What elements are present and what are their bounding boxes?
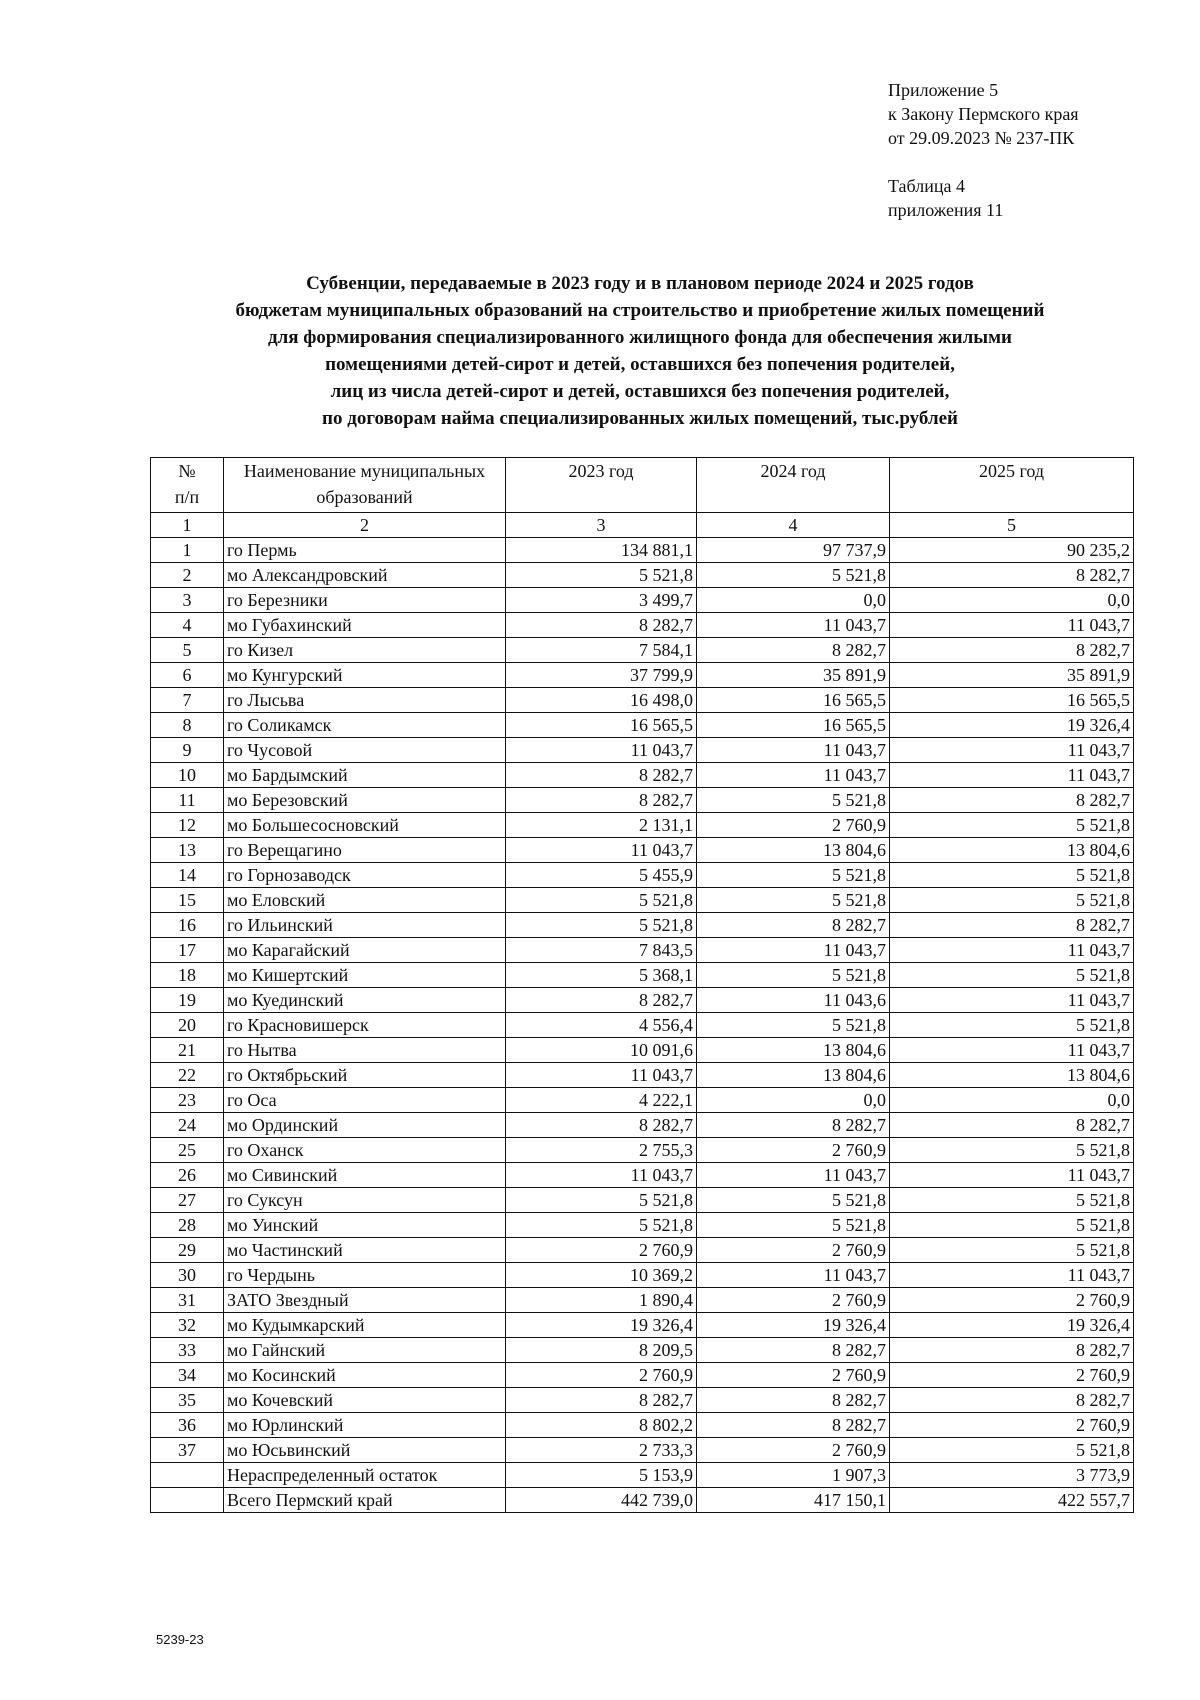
- municipality-name: мо Кунгурский: [224, 663, 506, 688]
- value-2024: 13 804,6: [697, 838, 890, 863]
- row-number: 8: [151, 713, 224, 738]
- column-number: 4: [697, 513, 890, 538]
- row-number: 34: [151, 1363, 224, 1388]
- value-2023: 8 282,7: [506, 1113, 697, 1138]
- value-2025: 2 760,9: [890, 1363, 1134, 1388]
- value-2025: 5 521,8: [890, 1238, 1134, 1263]
- value-2023: 5 455,9: [506, 863, 697, 888]
- value-2025: 19 326,4: [890, 1313, 1134, 1338]
- row-number: 31: [151, 1288, 224, 1313]
- title-line: по договорам найма специализированных жилых помещений, тыс.рублей: [322, 408, 958, 429]
- value-2023: 442 739,0: [506, 1488, 697, 1513]
- value-2024: 11 043,7: [697, 1263, 890, 1288]
- table-row: [151, 538, 1134, 563]
- value-2024: 5 521,8: [697, 963, 890, 988]
- value-2024: 8 282,7: [697, 1113, 890, 1138]
- municipality-name: го Чердынь: [224, 1263, 506, 1288]
- table-header-row: [151, 458, 1134, 513]
- row-number: 6: [151, 663, 224, 688]
- municipality-name: мо Карагайский: [224, 938, 506, 963]
- column-number: 3: [506, 513, 697, 538]
- column-number: 2: [224, 513, 506, 538]
- row-number: 9: [151, 738, 224, 763]
- table-reference-line: приложения 11: [888, 200, 1004, 220]
- row-number: 21: [151, 1038, 224, 1063]
- value-2025: 90 235,2: [890, 538, 1134, 563]
- value-2023: 37 799,9: [506, 663, 697, 688]
- row-number: 2: [151, 563, 224, 588]
- table-row: [151, 1188, 1134, 1213]
- municipality-name: мо Частинский: [224, 1238, 506, 1263]
- municipality-name: мо Уинский: [224, 1213, 506, 1238]
- value-2025: 5 521,8: [890, 813, 1134, 838]
- value-2025: 8 282,7: [890, 1338, 1134, 1363]
- value-2024: 2 760,9: [697, 813, 890, 838]
- value-2023: 16 565,5: [506, 713, 697, 738]
- value-2024: 11 043,7: [697, 763, 890, 788]
- value-2023: 7 843,5: [506, 938, 697, 963]
- value-2023: 5 368,1: [506, 963, 697, 988]
- value-2025: 5 521,8: [890, 1138, 1134, 1163]
- row-number: 30: [151, 1263, 224, 1288]
- value-2024: 5 521,8: [697, 1188, 890, 1213]
- row-number: 7: [151, 688, 224, 713]
- value-2024: 2 760,9: [697, 1363, 890, 1388]
- table-row: [151, 1313, 1134, 1338]
- municipality-name: мо Косинский: [224, 1363, 506, 1388]
- table-body: [151, 538, 1134, 1513]
- table-reference: [888, 174, 1003, 222]
- value-2025: 8 282,7: [890, 1113, 1134, 1138]
- value-2025: 8 282,7: [890, 788, 1134, 813]
- value-2025: 13 804,6: [890, 1063, 1134, 1088]
- value-2023: 10 369,2: [506, 1263, 697, 1288]
- row-number: 26: [151, 1163, 224, 1188]
- row-number: 5: [151, 638, 224, 663]
- value-2024: 13 804,6: [697, 1063, 890, 1088]
- row-number: 20: [151, 1013, 224, 1038]
- table-row: [151, 888, 1134, 913]
- municipality-name: мо Ординский: [224, 1113, 506, 1138]
- document-code: 5239-23: [156, 1632, 204, 1647]
- table-row: [151, 688, 1134, 713]
- column-number: 5: [890, 513, 1134, 538]
- row-number: 22: [151, 1063, 224, 1088]
- value-2024: 2 760,9: [697, 1288, 890, 1313]
- municipality-name: мо Куединский: [224, 988, 506, 1013]
- value-2025: 5 521,8: [890, 1188, 1134, 1213]
- value-2023: 2 760,9: [506, 1363, 697, 1388]
- value-2024: 13 804,6: [697, 1038, 890, 1063]
- municipality-name: мо Кишертский: [224, 963, 506, 988]
- row-number: [151, 1488, 224, 1513]
- row-number: 3: [151, 588, 224, 613]
- municipality-name: мо Юсьвинский: [224, 1438, 506, 1463]
- value-2025: 11 043,7: [890, 763, 1134, 788]
- row-number: 36: [151, 1413, 224, 1438]
- table-reference-line: Таблица 4: [888, 176, 965, 196]
- value-2025: 2 760,9: [890, 1413, 1134, 1438]
- value-2023: 11 043,7: [506, 1063, 697, 1088]
- value-2025: 0,0: [890, 1088, 1134, 1113]
- row-number: 13: [151, 838, 224, 863]
- table-row: [151, 1363, 1134, 1388]
- column-number: 1: [151, 513, 224, 538]
- value-2023: 3 499,7: [506, 588, 697, 613]
- table-row: [151, 1163, 1134, 1188]
- table-row: [151, 938, 1134, 963]
- table-row: [151, 663, 1134, 688]
- municipality-name: го Лысьва: [224, 688, 506, 713]
- header-2023: 2023 год: [506, 458, 697, 513]
- municipality-name: го Нытва: [224, 1038, 506, 1063]
- row-number: 19: [151, 988, 224, 1013]
- subsidies-table: [150, 457, 1134, 1513]
- value-2023: 8 282,7: [506, 988, 697, 1013]
- row-number: 29: [151, 1238, 224, 1263]
- value-2024: 5 521,8: [697, 563, 890, 588]
- table-row: [151, 813, 1134, 838]
- row-number: 37: [151, 1438, 224, 1463]
- value-2024: 11 043,7: [697, 613, 890, 638]
- table-row: [151, 1213, 1134, 1238]
- row-number: 24: [151, 1113, 224, 1138]
- value-2025: 5 521,8: [890, 863, 1134, 888]
- row-number: 10: [151, 763, 224, 788]
- row-number: 35: [151, 1388, 224, 1413]
- municipality-name: го Пермь: [224, 538, 506, 563]
- table-row: [151, 1388, 1134, 1413]
- value-2023: 8 282,7: [506, 788, 697, 813]
- title-line: помещениями детей-сирот и детей, оставшихся без попечения родителей,: [325, 354, 955, 375]
- table-row: [151, 1138, 1134, 1163]
- value-2024: 0,0: [697, 1088, 890, 1113]
- municipality-name: го Соликамск: [224, 713, 506, 738]
- title-line: лиц из числа детей-сирот и детей, оставшихся без попечения родителей,: [330, 381, 950, 402]
- municipality-name: го Красновишерск: [224, 1013, 506, 1038]
- value-2023: 10 091,6: [506, 1038, 697, 1063]
- value-2024: 35 891,9: [697, 663, 890, 688]
- table-row: [151, 963, 1134, 988]
- column-number-row: [151, 513, 1134, 538]
- table-row: [151, 1063, 1134, 1088]
- table-row: [151, 1413, 1134, 1438]
- table-row: [151, 1113, 1134, 1138]
- table-row: [151, 588, 1134, 613]
- value-2025: 8 282,7: [890, 638, 1134, 663]
- table-row: [151, 988, 1134, 1013]
- value-2025: 11 043,7: [890, 988, 1134, 1013]
- header-municipality: Наименование муниципальных образований: [224, 458, 506, 513]
- value-2023: 1 890,4: [506, 1288, 697, 1313]
- municipality-name: ЗАТО Звездный: [224, 1288, 506, 1313]
- value-2023: 16 498,0: [506, 688, 697, 713]
- table-row: [151, 763, 1134, 788]
- value-2025: 11 043,7: [890, 613, 1134, 638]
- municipality-name: мо Александровский: [224, 563, 506, 588]
- value-2024: 8 282,7: [697, 1388, 890, 1413]
- value-2024: 2 760,9: [697, 1138, 890, 1163]
- row-number: 28: [151, 1213, 224, 1238]
- row-number: 17: [151, 938, 224, 963]
- value-2024: 8 282,7: [697, 1338, 890, 1363]
- municipality-name: мо Губахинский: [224, 613, 506, 638]
- value-2024: 16 565,5: [697, 688, 890, 713]
- value-2023: 2 760,9: [506, 1238, 697, 1263]
- value-2025: 8 282,7: [890, 913, 1134, 938]
- value-2024: 2 760,9: [697, 1438, 890, 1463]
- attachment-line: к Закону Пермского края: [888, 104, 1079, 124]
- value-2024: 8 282,7: [697, 638, 890, 663]
- value-2025: 5 521,8: [890, 888, 1134, 913]
- table-row: [151, 1088, 1134, 1113]
- value-2024: 16 565,5: [697, 713, 890, 738]
- value-2024: 417 150,1: [697, 1488, 890, 1513]
- value-2025: 3 773,9: [890, 1463, 1134, 1488]
- municipality-name: мо Еловский: [224, 888, 506, 913]
- municipality-name: мо Юрлинский: [224, 1413, 506, 1438]
- value-2024: 11 043,7: [697, 938, 890, 963]
- table-row: [151, 1038, 1134, 1063]
- municipality-name: го Октябрьский: [224, 1063, 506, 1088]
- value-2023: 19 326,4: [506, 1313, 697, 1338]
- value-2025: 11 043,7: [890, 938, 1134, 963]
- table-row: [151, 613, 1134, 638]
- municipality-name: го Оса: [224, 1088, 506, 1113]
- value-2025: 19 326,4: [890, 713, 1134, 738]
- value-2024: 2 760,9: [697, 1238, 890, 1263]
- value-2024: 11 043,6: [697, 988, 890, 1013]
- row-number: 32: [151, 1313, 224, 1338]
- municipality-name: го Чусовой: [224, 738, 506, 763]
- municipality-name: го Ильинский: [224, 913, 506, 938]
- value-2023: 7 584,1: [506, 638, 697, 663]
- table-row: [151, 788, 1134, 813]
- value-2023: 5 521,8: [506, 1213, 697, 1238]
- value-2025: 11 043,7: [890, 1263, 1134, 1288]
- attachment-reference: [888, 78, 1079, 150]
- municipality-name: мо Кочевский: [224, 1388, 506, 1413]
- row-number: 16: [151, 913, 224, 938]
- municipality-name: мо Бардымский: [224, 763, 506, 788]
- value-2024: 5 521,8: [697, 788, 890, 813]
- value-2024: 5 521,8: [697, 1013, 890, 1038]
- row-number: 15: [151, 888, 224, 913]
- row-number: 33: [151, 1338, 224, 1363]
- value-2023: 134 881,1: [506, 538, 697, 563]
- value-2025: 0,0: [890, 588, 1134, 613]
- attachment-line: Приложение 5: [888, 80, 999, 100]
- value-2025: 2 760,9: [890, 1288, 1134, 1313]
- row-number: 4: [151, 613, 224, 638]
- municipality-name: го Верещагино: [224, 838, 506, 863]
- municipality-name: го Кизел: [224, 638, 506, 663]
- value-2023: 2 755,3: [506, 1138, 697, 1163]
- table-row: [151, 1238, 1134, 1263]
- value-2025: 16 565,5: [890, 688, 1134, 713]
- table-row: [151, 863, 1134, 888]
- table-row: [151, 1488, 1134, 1513]
- table-row: [151, 1288, 1134, 1313]
- municipality-name: мо Березовский: [224, 788, 506, 813]
- header-number: № п/п: [151, 458, 224, 513]
- value-2025: 11 043,7: [890, 738, 1134, 763]
- value-2024: 11 043,7: [697, 1163, 890, 1188]
- municipality-name: го Суксун: [224, 1188, 506, 1213]
- value-2023: 11 043,7: [506, 1163, 697, 1188]
- value-2024: 5 521,8: [697, 1213, 890, 1238]
- value-2025: 13 804,6: [890, 838, 1134, 863]
- row-number: 18: [151, 963, 224, 988]
- value-2025: 5 521,8: [890, 963, 1134, 988]
- header-2025: 2025 год: [890, 458, 1134, 513]
- value-2023: 4 222,1: [506, 1088, 697, 1113]
- municipality-name: го Березники: [224, 588, 506, 613]
- value-2024: 5 521,8: [697, 863, 890, 888]
- row-number: 14: [151, 863, 224, 888]
- value-2025: 5 521,8: [890, 1438, 1134, 1463]
- table-row: [151, 1338, 1134, 1363]
- value-2024: 0,0: [697, 588, 890, 613]
- value-2023: 11 043,7: [506, 838, 697, 863]
- value-2024: 11 043,7: [697, 738, 890, 763]
- table-row: [151, 1438, 1134, 1463]
- table-row: [151, 638, 1134, 663]
- table-row: [151, 738, 1134, 763]
- municipality-name: го Оханск: [224, 1138, 506, 1163]
- row-number: 23: [151, 1088, 224, 1113]
- value-2023: 5 521,8: [506, 913, 697, 938]
- table-row: [151, 1263, 1134, 1288]
- value-2024: 1 907,3: [697, 1463, 890, 1488]
- value-2023: 2 131,1: [506, 813, 697, 838]
- header-2024: 2024 год: [697, 458, 890, 513]
- table-row: [151, 838, 1134, 863]
- row-number: 27: [151, 1188, 224, 1213]
- municipality-name: мо Сивинский: [224, 1163, 506, 1188]
- value-2024: 8 282,7: [697, 1413, 890, 1438]
- value-2025: 5 521,8: [890, 1213, 1134, 1238]
- value-2023: 8 209,5: [506, 1338, 697, 1363]
- value-2023: 8 282,7: [506, 1388, 697, 1413]
- value-2024: 97 737,9: [697, 538, 890, 563]
- value-2024: 8 282,7: [697, 913, 890, 938]
- value-2023: 8 282,7: [506, 763, 697, 788]
- value-2023: 5 521,8: [506, 888, 697, 913]
- row-number: 12: [151, 813, 224, 838]
- value-2023: 4 556,4: [506, 1013, 697, 1038]
- municipality-name: мо Кудымкарский: [224, 1313, 506, 1338]
- row-number: [151, 1463, 224, 1488]
- title-line: для формирования специализированного жилищного фонда для обеспечения жилыми: [267, 327, 1013, 348]
- value-2024: 5 521,8: [697, 888, 890, 913]
- title-line: бюджетам муниципальных образований на строительство и приобретение жилых помещений: [235, 300, 1045, 321]
- row-number: 25: [151, 1138, 224, 1163]
- value-2025: 11 043,7: [890, 1163, 1134, 1188]
- table-row: [151, 563, 1134, 588]
- value-2023: 8 282,7: [506, 613, 697, 638]
- value-2023: 11 043,7: [506, 738, 697, 763]
- value-2024: 19 326,4: [697, 1313, 890, 1338]
- value-2025: 35 891,9: [890, 663, 1134, 688]
- value-2023: 5 521,8: [506, 1188, 697, 1213]
- value-2025: 422 557,7: [890, 1488, 1134, 1513]
- table-row: [151, 713, 1134, 738]
- value-2025: 8 282,7: [890, 563, 1134, 588]
- row-number: 11: [151, 788, 224, 813]
- municipality-name: Нераспределенный остаток: [224, 1463, 506, 1488]
- value-2025: 5 521,8: [890, 1013, 1134, 1038]
- table-row: [151, 1013, 1134, 1038]
- municipality-name: Всего Пермский край: [224, 1488, 506, 1513]
- value-2025: 11 043,7: [890, 1038, 1134, 1063]
- municipality-name: го Горнозаводск: [224, 863, 506, 888]
- attachment-line: от 29.09.2023 № 237-ПК: [888, 128, 1075, 148]
- value-2023: 2 733,3: [506, 1438, 697, 1463]
- value-2023: 5 521,8: [506, 563, 697, 588]
- value-2023: 8 802,2: [506, 1413, 697, 1438]
- table-row: [151, 1463, 1134, 1488]
- municipality-name: мо Большесосновский: [224, 813, 506, 838]
- document-title: [100, 270, 1180, 432]
- row-number: 1: [151, 538, 224, 563]
- municipality-name: мо Гайнский: [224, 1338, 506, 1363]
- title-line: Субвенции, передаваемые в 2023 году и в плановом периоде 2024 и 2025 годов: [306, 273, 974, 294]
- table-row: [151, 913, 1134, 938]
- value-2023: 5 153,9: [506, 1463, 697, 1488]
- value-2025: 8 282,7: [890, 1388, 1134, 1413]
